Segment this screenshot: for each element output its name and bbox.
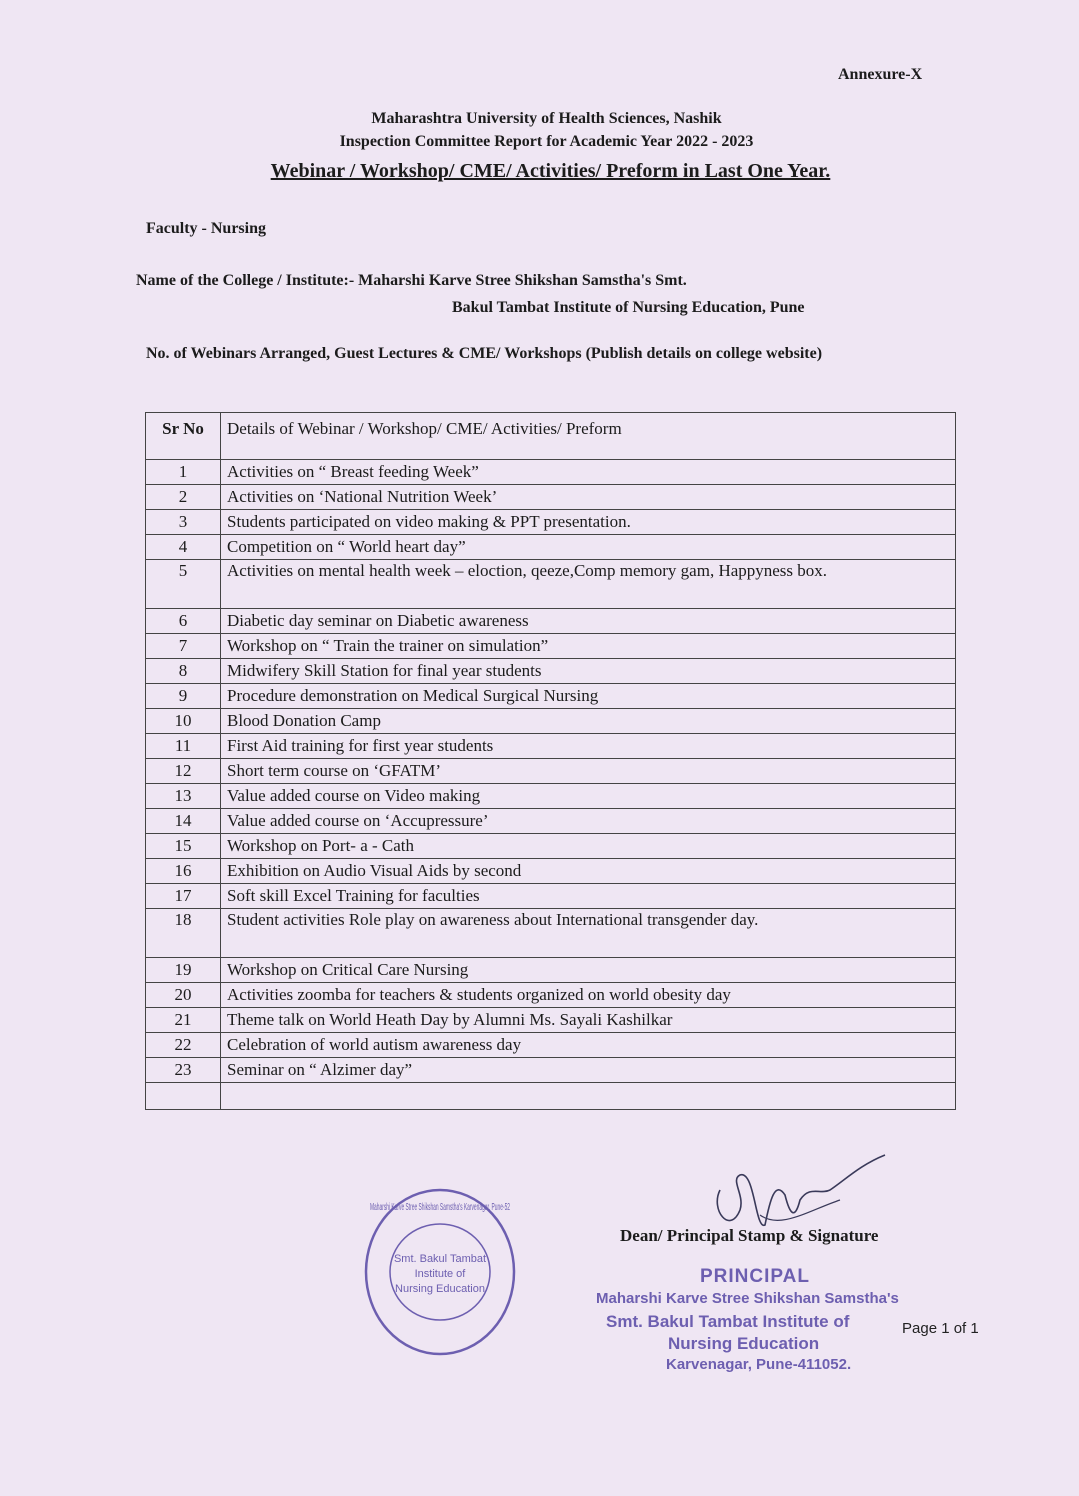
table-row <box>146 884 956 909</box>
cell-sr-no: 7 <box>146 634 221 659</box>
table-row <box>146 634 956 659</box>
principal-seal-line3: Nursing Education <box>668 1334 820 1353</box>
cell-details: Competition on “ World heart day” <box>221 535 956 560</box>
cell-sr-no: 12 <box>146 759 221 784</box>
cell-details: Theme talk on World Heath Day by Alumni Ms. Sayali Kashilkar <box>221 1008 956 1033</box>
table-row <box>146 1008 956 1033</box>
cell-details: First Aid training for first year students <box>221 734 956 759</box>
page-subtitle: Webinar / Workshop/ CME/ Activities/ Preform in Last One Year. <box>270 160 831 182</box>
principal-seal-title: PRINCIPAL <box>700 1266 810 1287</box>
institute-round-stamp <box>360 1182 520 1360</box>
cell-details: Value added course on ‘Accupressure’ <box>221 809 956 834</box>
cell-sr-no: 16 <box>146 859 221 884</box>
stamp-inner-line1: Smt. Bakul Tambat <box>393 1253 487 1265</box>
stamp-inner-line2: Institute of <box>414 1268 466 1280</box>
signature-label: Dean/ Principal Stamp & Signature <box>620 1226 879 1245</box>
cell-details: Activities on ‘National Nutrition Week’ <box>221 485 956 510</box>
cell-details: Value added course on Video making <box>221 784 956 809</box>
annexure-label: Annexure-X <box>838 66 923 83</box>
table-row <box>146 535 956 560</box>
table-row-empty <box>146 1083 956 1110</box>
college-name-line1: Name of the College / Institute:- Maharshi Karve Stree Shikshan Samstha's Smt. <box>136 272 687 289</box>
cell-sr-no: 2 <box>146 485 221 510</box>
column-header-sr-no: Sr No <box>146 413 221 460</box>
cell-details: Workshop on Critical Care Nursing <box>221 958 956 983</box>
cell-details: Activities zoomba for teachers & students organized on world obesity day <box>221 983 956 1008</box>
table-row <box>146 609 956 634</box>
table-row <box>146 684 956 709</box>
cell-sr-no: 5 <box>146 560 221 609</box>
table-row <box>146 460 956 485</box>
table-row <box>146 709 956 734</box>
column-header-details: Details of Webinar / Workshop/ CME/ Activities/ Preform <box>221 413 956 460</box>
table-row <box>146 659 956 684</box>
table-row <box>146 759 956 784</box>
table-row <box>146 510 956 535</box>
cell-details: Midwifery Skill Station for final year students <box>221 659 956 684</box>
cell-details: Workshop on “ Train the trainer on simulation” <box>221 634 956 659</box>
university-name: Maharashtra University of Health Sciences, Nashik <box>371 110 722 127</box>
table-row <box>146 734 956 759</box>
cell-sr-no: 9 <box>146 684 221 709</box>
principal-seal-line2: Smt. Bakul Tambat Institute of <box>606 1312 850 1331</box>
table-row <box>146 958 956 983</box>
cell-sr-no: 17 <box>146 884 221 909</box>
cell-empty <box>146 1083 221 1110</box>
cell-sr-no: 8 <box>146 659 221 684</box>
table-row <box>146 834 956 859</box>
table-row <box>146 485 956 510</box>
cell-empty <box>221 1083 956 1110</box>
table-row <box>146 1033 956 1058</box>
cell-details: Short term course on ‘GFATM’ <box>221 759 956 784</box>
cell-sr-no: 15 <box>146 834 221 859</box>
faculty-label: Faculty - Nursing <box>146 220 266 237</box>
cell-sr-no: 23 <box>146 1058 221 1083</box>
cell-sr-no: 11 <box>146 734 221 759</box>
cell-details: Soft skill Excel Training for faculties <box>221 884 956 909</box>
cell-details: Activities on mental health week – eloction, qeeze,Comp memory gam, Happyness box. <box>221 560 956 609</box>
cell-sr-no: 6 <box>146 609 221 634</box>
cell-details: Student activities Role play on awareness about International transgender day. <box>221 909 956 958</box>
table-header-row <box>146 413 956 460</box>
cell-details: Seminar on “ Alzimer day” <box>221 1058 956 1083</box>
cell-details: Blood Donation Camp <box>221 709 956 734</box>
cell-sr-no: 21 <box>146 1008 221 1033</box>
cell-sr-no: 19 <box>146 958 221 983</box>
table-row <box>146 909 956 958</box>
cell-details: Exhibition on Audio Visual Aids by second <box>221 859 956 884</box>
events-table <box>145 412 956 1110</box>
cell-sr-no: 10 <box>146 709 221 734</box>
principal-seal-line1: Maharshi Karve Stree Shikshan Samstha's <box>596 1290 899 1307</box>
table-row <box>146 983 956 1008</box>
cell-sr-no: 1 <box>146 460 221 485</box>
principal-seal-line4: Karvenagar, Pune-411052. <box>666 1356 852 1373</box>
cell-details: Workshop on Port- a - Cath <box>221 834 956 859</box>
cell-sr-no: 22 <box>146 1033 221 1058</box>
cell-sr-no: 4 <box>146 535 221 560</box>
table-row <box>146 809 956 834</box>
table-row <box>146 1058 956 1083</box>
count-heading: No. of Webinars Arranged, Guest Lectures & CME/ Workshops (Publish details on college website) <box>146 345 823 362</box>
cell-sr-no: 18 <box>146 909 221 958</box>
college-name-line2: Bakul Tambat Institute of Nursing Education, Pune <box>452 299 805 316</box>
cell-details: Students participated on video making & PPT presentation. <box>221 510 956 535</box>
table-row <box>146 784 956 809</box>
report-title: Inspection Committee Report for Academic Year 2022 - 2023 <box>339 133 754 150</box>
table-row <box>146 560 956 609</box>
cell-details: Procedure demonstration on Medical Surgical Nursing <box>221 684 956 709</box>
cell-sr-no: 14 <box>146 809 221 834</box>
stamp-inner-line3: Nursing Education <box>395 1283 485 1295</box>
stamp-ring-text: Maharshi Karve Stree Shikshan Samstha's Karvenagar, Pune-52 <box>370 1202 511 1213</box>
cell-details: Diabetic day seminar on Diabetic awareness <box>221 609 956 634</box>
page-number: Page 1 of 1 <box>902 1320 979 1337</box>
cell-sr-no: 3 <box>146 510 221 535</box>
cell-sr-no: 13 <box>146 784 221 809</box>
cell-sr-no: 20 <box>146 983 221 1008</box>
table-row <box>146 859 956 884</box>
cell-details: Celebration of world autism awareness day <box>221 1033 956 1058</box>
cell-details: Activities on “ Breast feeding Week” <box>221 460 956 485</box>
